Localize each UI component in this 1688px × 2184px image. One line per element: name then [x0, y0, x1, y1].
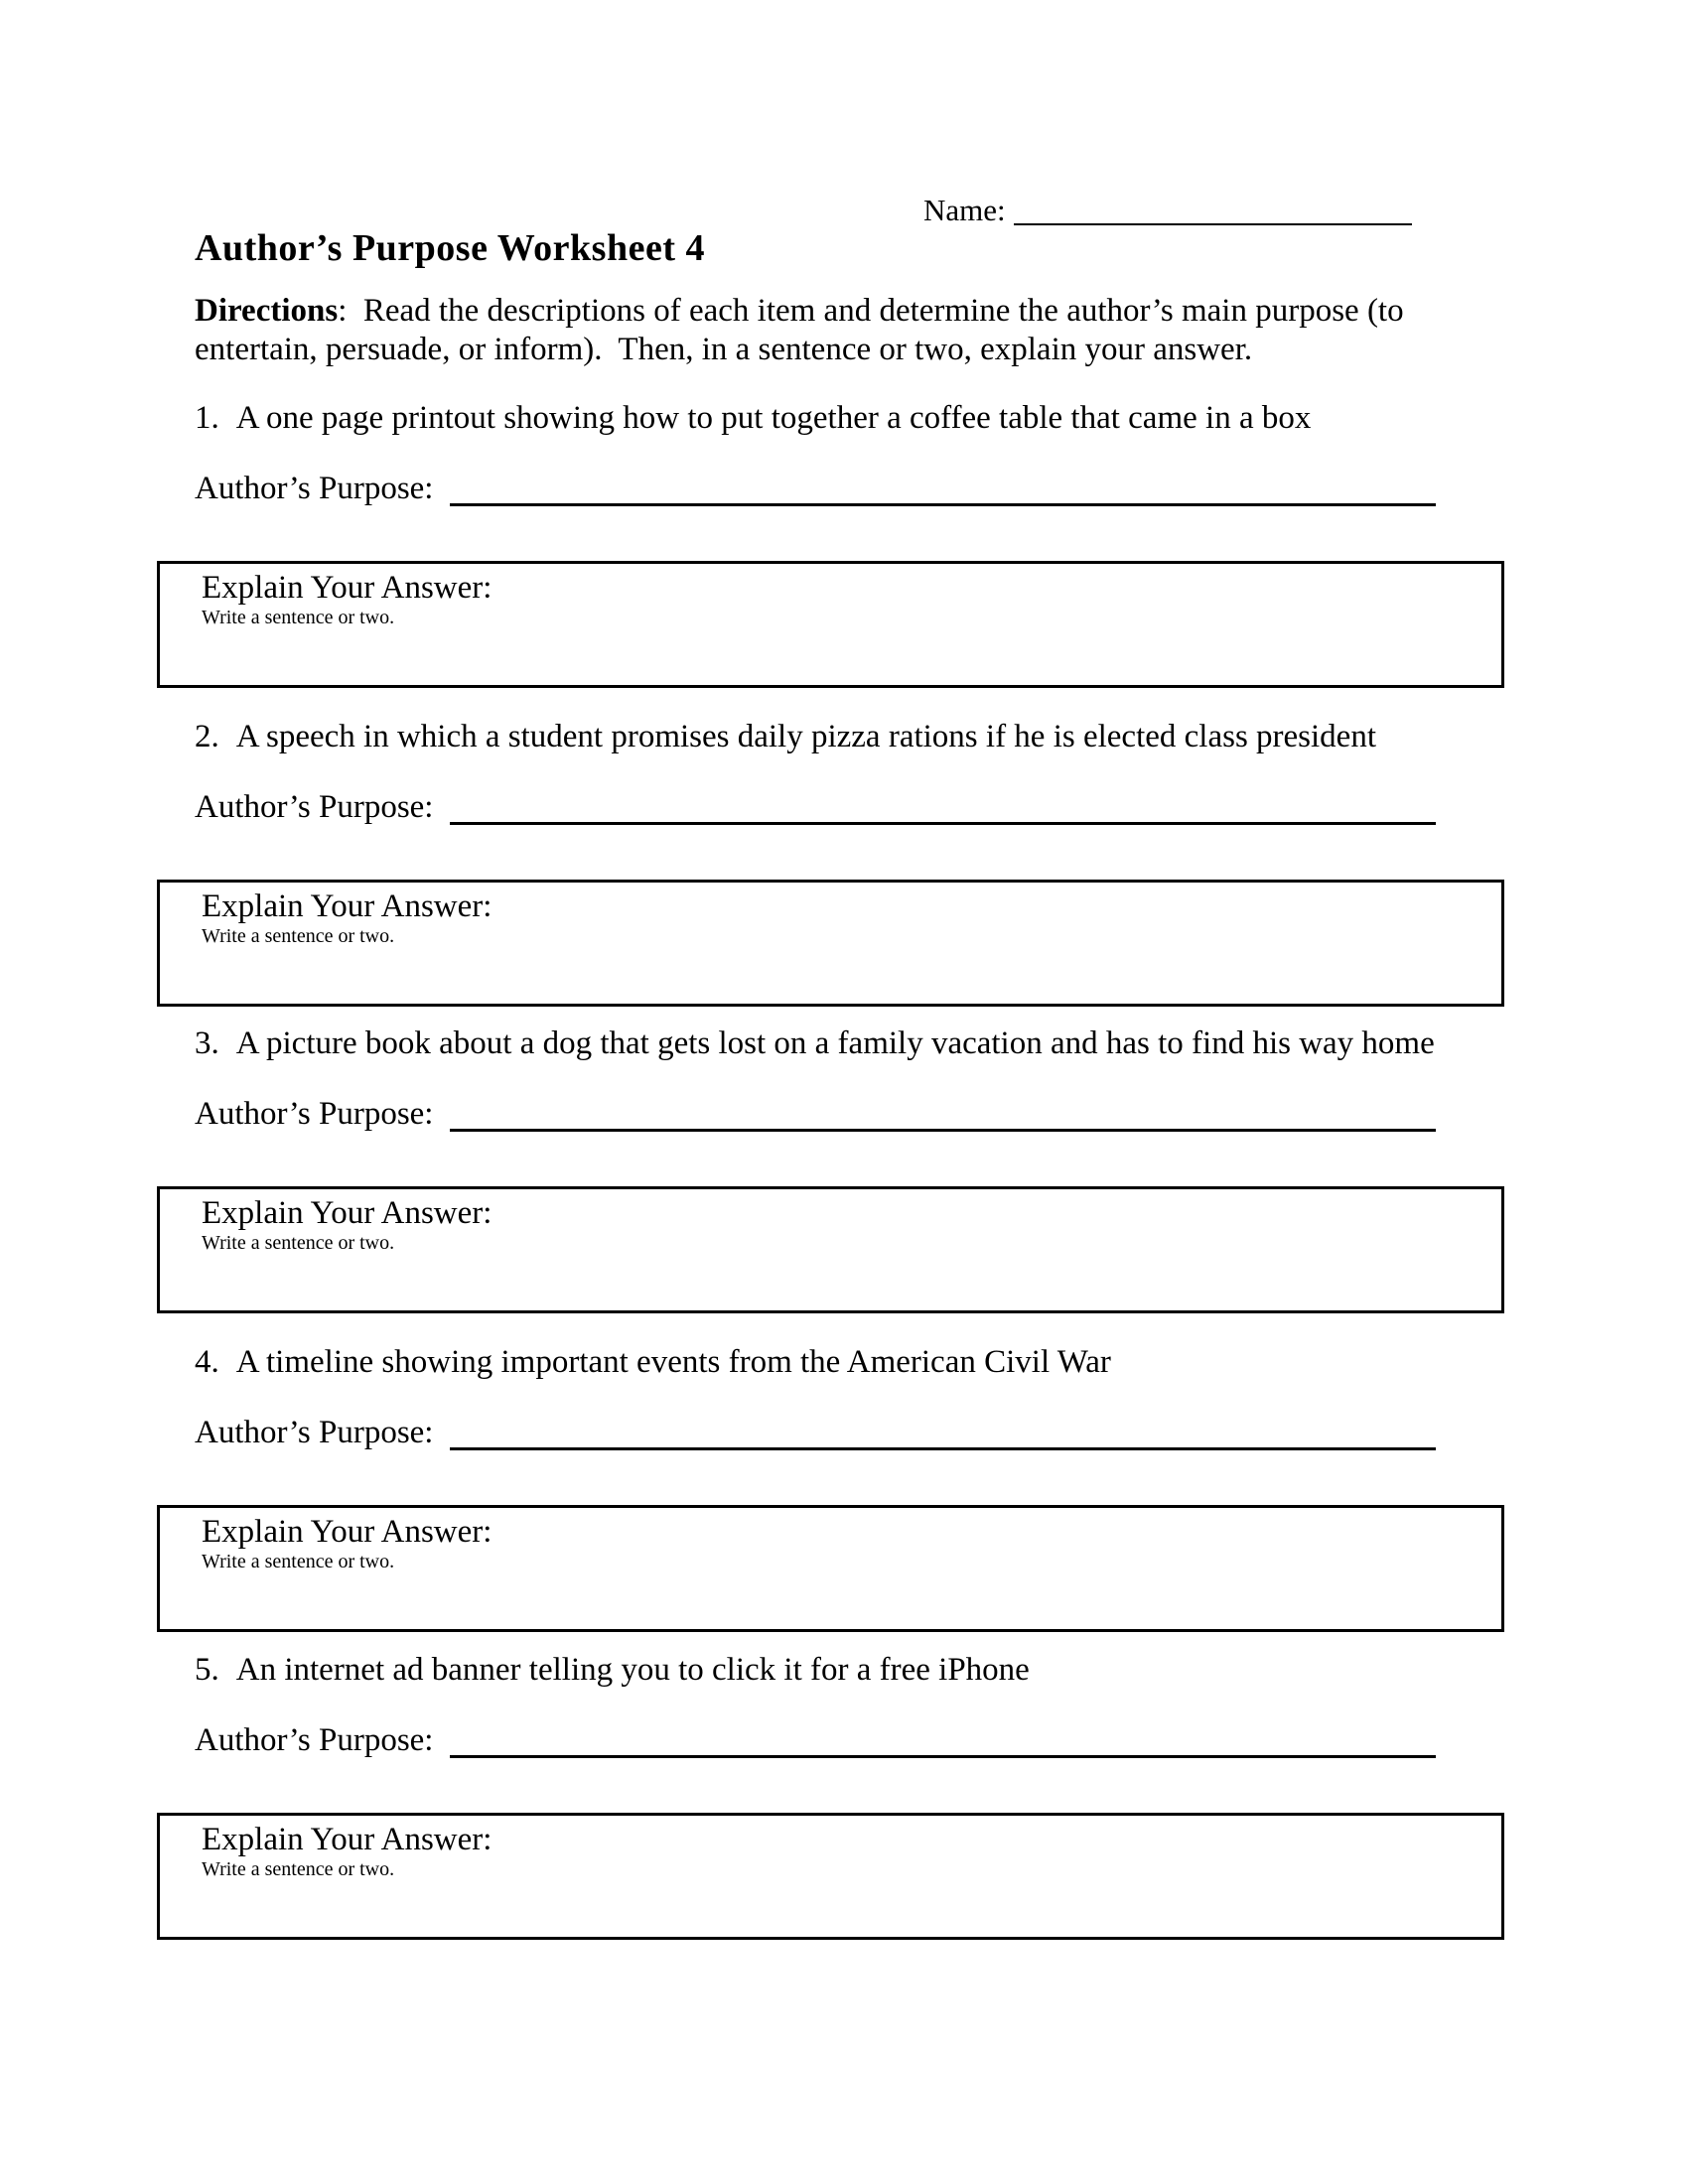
explain-hint: Write a sentence or two.	[202, 1232, 395, 1254]
author-purpose-row	[195, 1414, 1436, 1452]
explain-hint: Write a sentence or two.	[202, 607, 395, 628]
directions	[195, 292, 1456, 369]
worksheet-item-4	[157, 1343, 1504, 1633]
worksheet-item-1	[157, 399, 1504, 689]
explain-label: Explain Your Answer:	[202, 1514, 492, 1550]
item-description-text: A picture book about a dog that gets lost on a family vacation and has to find his way home	[235, 1025, 1435, 1061]
author-purpose-row	[195, 1095, 1436, 1134]
explain-answer-box-1[interactable]	[157, 561, 1504, 688]
item-description	[195, 1651, 1030, 1690]
directions-label: Directions	[195, 293, 339, 329]
explain-label: Explain Your Answer:	[202, 1822, 492, 1857]
item-description-text: An internet ad banner telling you to click it for a free iPhone	[235, 1652, 1030, 1688]
author-purpose-row	[195, 470, 1436, 508]
author-purpose-label: Author’s Purpose:	[195, 1722, 442, 1758]
worksheet-item-2	[157, 718, 1504, 1008]
explain-answer-box-5[interactable]	[157, 1813, 1504, 1940]
author-purpose-label: Author’s Purpose:	[195, 1096, 442, 1132]
author-purpose-input-4[interactable]	[450, 1414, 1436, 1450]
explain-hint: Write a sentence or two.	[202, 925, 395, 947]
item-number: 5.	[195, 1652, 219, 1688]
worksheet-item-3	[157, 1024, 1504, 1314]
item-number: 4.	[195, 1344, 219, 1380]
item-number: 2.	[195, 719, 219, 754]
explain-hint: Write a sentence or two.	[202, 1858, 395, 1880]
item-description-text: A timeline showing important events from the American Civil War	[235, 1344, 1111, 1380]
author-purpose-label: Author’s Purpose:	[195, 1415, 442, 1450]
author-purpose-input-5[interactable]	[450, 1721, 1436, 1758]
explain-hint: Write a sentence or two.	[202, 1551, 395, 1572]
item-description	[195, 1343, 1111, 1382]
item-description	[195, 718, 1376, 756]
worksheet-item-5	[157, 1651, 1504, 1941]
explain-answer-box-3[interactable]	[157, 1186, 1504, 1313]
author-purpose-row	[195, 788, 1436, 827]
explain-label: Explain Your Answer:	[202, 888, 492, 924]
item-description-text: A speech in which a student promises daily pizza rations if he is elected class president	[235, 719, 1376, 754]
author-purpose-input-2[interactable]	[450, 788, 1436, 825]
directions-text: : Read the descriptions of each item and determine the author’s main purpose (to entertain, persuade, or inform). Then, in a sentence or two, explain your answer.	[195, 293, 1412, 367]
item-number: 3.	[195, 1025, 219, 1061]
item-description	[195, 399, 1311, 438]
item-description	[195, 1024, 1435, 1063]
author-purpose-row	[195, 1721, 1436, 1760]
author-purpose-label: Author’s Purpose:	[195, 789, 442, 825]
name-input[interactable]	[1014, 192, 1412, 225]
page-title: Author’s Purpose Worksheet 4	[195, 227, 705, 269]
item-description-text: A one page printout showing how to put together a coffee table that came in a box	[235, 400, 1312, 436]
author-purpose-input-3[interactable]	[450, 1095, 1436, 1132]
explain-answer-box-4[interactable]	[157, 1505, 1504, 1632]
item-number: 1.	[195, 400, 219, 436]
author-purpose-input-1[interactable]	[450, 470, 1436, 506]
explain-answer-box-2[interactable]	[157, 880, 1504, 1007]
name-label: Name:	[923, 193, 1006, 227]
name-row	[923, 192, 1412, 229]
author-purpose-label: Author’s Purpose:	[195, 471, 442, 506]
explain-label: Explain Your Answer:	[202, 570, 492, 606]
explain-label: Explain Your Answer:	[202, 1195, 492, 1231]
